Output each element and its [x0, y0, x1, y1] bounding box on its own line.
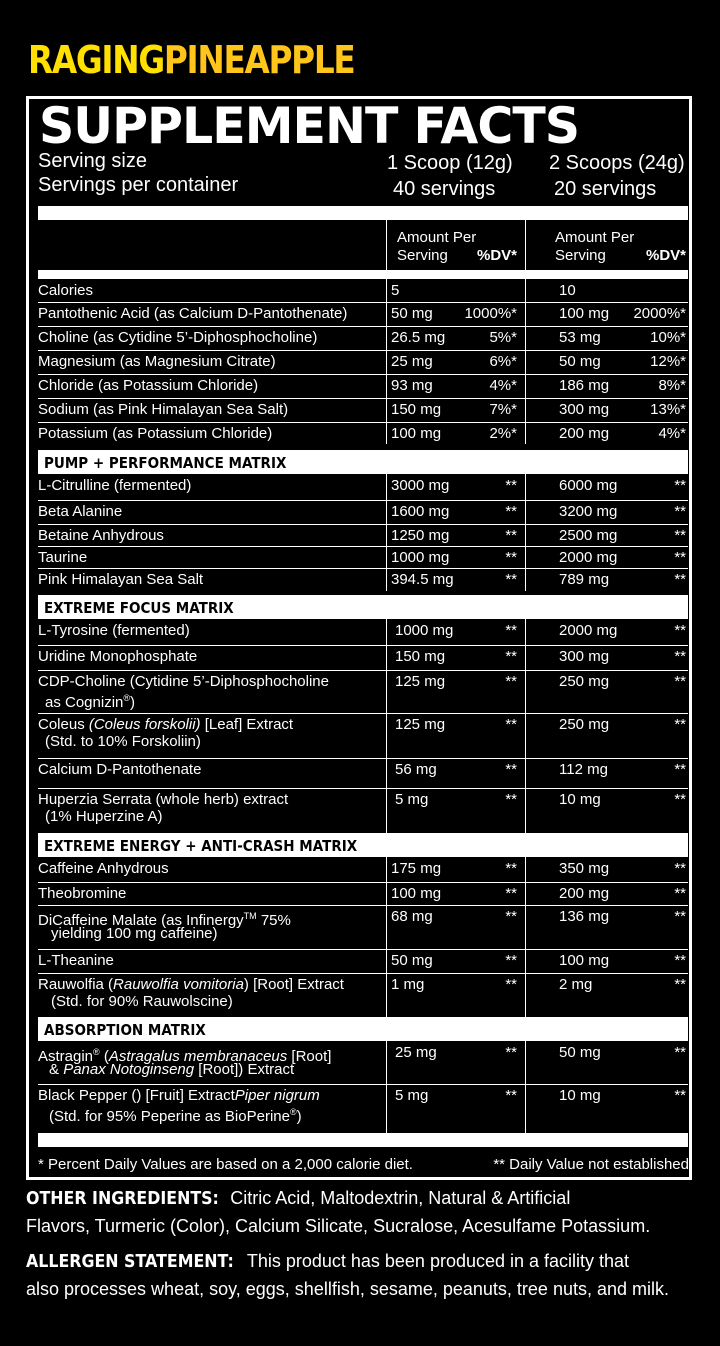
ingredient-name-text: Taurine — [38, 549, 88, 566]
allergen-label: ALLERGEN STATEMENT: — [26, 1251, 234, 1272]
ingredient-name-text: Theobromine — [38, 885, 127, 902]
supplement-facts-panel — [26, 96, 692, 1180]
row-divider — [38, 422, 688, 423]
ingredient-name — [38, 761, 201, 778]
bottom-divider — [38, 1133, 688, 1147]
col-divider-1 — [386, 1041, 387, 1133]
amount-1: 50 mg — [391, 952, 433, 969]
amount-1: 1600 mg — [391, 503, 450, 520]
amount-2: 300 mg — [559, 401, 610, 418]
amount-2: 2 mg — [559, 976, 593, 993]
ingredient-name — [38, 527, 164, 544]
dv-1: ** — [505, 791, 517, 808]
dv-2: ** — [674, 622, 686, 639]
dv-2: ** — [674, 791, 686, 808]
ingredient-name — [38, 377, 258, 394]
row-divider — [38, 374, 688, 375]
ingredient-name-text: L-Theanine — [38, 952, 114, 969]
amount-1: 1000 mg — [395, 622, 454, 639]
ingredient-name — [38, 401, 288, 418]
amount-1: 175 mg — [391, 860, 442, 877]
dv-2: ** — [674, 673, 686, 690]
amount-2: 186 mg — [559, 377, 610, 394]
row-divider — [38, 524, 688, 525]
ingredient-name-line2 — [45, 690, 135, 711]
ingredient-name — [38, 791, 288, 808]
ingredient-name-text: DiCaffeine Malate (as Infinergy — [38, 912, 244, 929]
ingredient-name — [38, 885, 126, 902]
dv-2: ** — [674, 1044, 686, 1061]
ingredient-name-text: ) [Fruit] Extract — [136, 1087, 235, 1104]
amount-2: 2000 mg — [559, 622, 618, 639]
ingredient-name-text: L-Citrulline (fermented) — [38, 477, 192, 494]
ingredient-name-text: Pink Himalayan Sea Salt — [38, 571, 204, 588]
ingredient-name-text: Uridine Monophosphate — [38, 648, 198, 665]
flavor-name — [28, 38, 354, 82]
servings-1: 40 servings — [393, 178, 496, 200]
ingredient-name-text: Coleus — [38, 716, 89, 733]
ingredient-name-text: Sodium (as Pink Himalayan Sea Salt) — [38, 401, 289, 418]
section-header-label: EXTREME FOCUS MATRIX — [44, 599, 234, 617]
amount-2: 2000 mg — [559, 549, 618, 566]
amount-1: 3000 mg — [391, 477, 450, 494]
amount-1: 150 mg — [391, 401, 442, 418]
servings-per-container-label: Servings per container — [38, 174, 239, 196]
dv-1: ** — [505, 885, 517, 902]
section-header-label: PUMP + PERFORMANCE MATRIX — [44, 454, 287, 472]
col-serving-1: Serving — [397, 247, 448, 264]
dv-2: ** — [674, 648, 686, 665]
ingredient-name-text: Calories — [38, 282, 94, 299]
dv-1: ** — [505, 1044, 517, 1061]
amount-2: 350 mg — [559, 860, 610, 877]
row-divider — [38, 670, 688, 671]
dv-2: 12%* — [650, 353, 686, 370]
amount-1: 1250 mg — [391, 527, 450, 544]
dv-1: ** — [505, 1087, 517, 1104]
ingredient-name — [38, 952, 114, 969]
amount-2: 136 mg — [559, 908, 610, 925]
ingredient-name-italic: Rauwolfia vomitoria — [113, 976, 244, 993]
ingredient-name-line2 — [45, 808, 163, 825]
ingredient-name-text: Black Pepper ( — [38, 1087, 137, 1104]
row-divider — [38, 500, 688, 501]
ingredient-name-italic: Astragalus membranaceus — [108, 1048, 288, 1065]
ingredient-name-text: & — [49, 1061, 64, 1078]
ingredient-name-text: Huperzia Serrata (whole herb) extract — [38, 791, 289, 808]
allergen-line1: This product has been produced in a facility that — [242, 1251, 630, 1271]
amount-1: 56 mg — [395, 761, 437, 778]
dv-2: ** — [674, 761, 686, 778]
ingredient-name-text: Rauwolfia ( — [38, 976, 114, 993]
amount-1: 5 — [391, 282, 400, 299]
ingredient-name — [38, 353, 276, 370]
dv-1: ** — [505, 908, 517, 925]
ingredient-name-text: [Root] — [287, 1048, 332, 1065]
amount-2: 50 mg — [559, 353, 601, 370]
amount-1: 1000 mg — [391, 549, 450, 566]
ingredient-name-text: Beta Alanine — [38, 503, 123, 520]
amount-2: 789 mg — [559, 571, 610, 588]
dv-1: ** — [505, 976, 517, 993]
ingredient-name-italic: (Coleus forskolii) — [88, 716, 201, 733]
amount-2: 10 — [559, 282, 576, 299]
other-ingredients-label: OTHER INGREDIENTS: — [26, 1188, 219, 1209]
col-serving-2: Serving — [555, 247, 606, 264]
ingredient-name-text: Pantothenic Acid (as Calcium D-Pantothenate) — [38, 305, 348, 322]
ingredient-name-text: (Std. for 90% Rauwolscine) — [51, 993, 233, 1010]
dv-2: ** — [674, 976, 686, 993]
amount-1: 68 mg — [391, 908, 433, 925]
row-divider — [38, 546, 688, 547]
amount-2: 200 mg — [559, 425, 610, 442]
ingredient-name-text: yielding 100 mg caffeine) — [51, 925, 218, 942]
ingredient-name-text: (1% Huperzine A) — [45, 808, 163, 825]
ingredient-name-line2 — [49, 1061, 294, 1078]
ingredient-name-line2 — [51, 925, 218, 942]
flavor-name-part1: RAGING — [28, 38, 164, 82]
section-header-pump — [38, 450, 688, 474]
amount-2: 100 mg — [559, 305, 610, 322]
ingredient-name — [38, 976, 344, 993]
amount-2: 200 mg — [559, 885, 610, 902]
serving-size-1: 1 Scoop (12g) — [387, 152, 513, 174]
amount-1: 125 mg — [395, 716, 446, 733]
ingredient-name — [38, 716, 293, 733]
ingredient-name — [38, 425, 272, 442]
dv-2: ** — [674, 527, 686, 544]
ingredient-name — [38, 673, 329, 690]
dv-2: ** — [674, 571, 686, 588]
dv-1: ** — [505, 477, 517, 494]
amount-2: 10 mg — [559, 1087, 601, 1104]
amount-2: 2500 mg — [559, 527, 618, 544]
dv-1: ** — [505, 549, 517, 566]
ingredient-name-text: Potassium (as Potassium Chloride) — [38, 425, 273, 442]
other-ingredients-line1: Citric Acid, Maltodextrin, Natural & Artificial — [225, 1188, 571, 1208]
amount-2: 112 mg — [559, 761, 608, 778]
ingredient-name-text: Astragin — [38, 1048, 94, 1065]
dv-2: ** — [674, 716, 686, 733]
dv-1: ** — [505, 622, 517, 639]
ingredient-name-line2 — [45, 733, 201, 750]
amount-2: 100 mg — [559, 952, 610, 969]
dv-1: 7%* — [489, 401, 517, 418]
ingredient-sup: ® — [123, 693, 131, 703]
dv-1: 4%* — [489, 377, 517, 394]
ingredient-name — [38, 571, 203, 588]
amount-2: 10 mg — [559, 791, 601, 808]
row-divider — [38, 568, 688, 569]
dv-2: ** — [674, 885, 686, 902]
dv-2: 2000%* — [633, 305, 686, 322]
col-divider-1 — [386, 619, 387, 834]
ingredient-name-text: ) — [130, 694, 136, 711]
serving-size-label: Serving size — [38, 150, 147, 172]
amount-1: 100 mg — [391, 885, 442, 902]
ingredient-sup: ® — [93, 1047, 100, 1057]
amount-1: 125 mg — [395, 673, 446, 690]
amount-1: 5 mg — [395, 791, 429, 808]
amount-1: 25 mg — [395, 1044, 437, 1061]
row-divider — [38, 949, 688, 950]
ingredient-name-text: Caffeine Anhydrous — [38, 860, 169, 877]
medium-divider — [38, 270, 688, 279]
serving-size-2: 2 Scoops (24g) — [549, 152, 685, 174]
amount-2: 6000 mg — [559, 477, 618, 494]
footnote-dv: * Percent Daily Values are based on a 2,000 calorie diet. — [38, 1156, 413, 1173]
dv-2: 13%* — [650, 401, 686, 418]
ingredient-name-text: ( — [99, 1048, 109, 1065]
flavor-name-part2: PINEAPPLE — [163, 38, 355, 82]
section-header-label: ABSORPTION MATRIX — [44, 1021, 206, 1039]
dv-1: 6%* — [489, 353, 517, 370]
amount-1: 100 mg — [391, 425, 442, 442]
amount-2: 250 mg — [559, 716, 610, 733]
dv-1: ** — [505, 860, 517, 877]
amount-1: 5 mg — [395, 1087, 429, 1104]
col-divider-2 — [525, 1041, 526, 1133]
ingredient-name — [38, 549, 87, 566]
ingredient-sup: ® — [289, 1107, 297, 1117]
ingredient-name-text: CDP-Choline (Cytidine 5’-Diphosphocholine — [38, 673, 329, 690]
amount-1: 26.5 mg — [391, 329, 446, 346]
amount-2: 50 mg — [559, 1044, 601, 1061]
dv-2: ** — [674, 1087, 686, 1104]
col-divider-2 — [525, 474, 526, 591]
ingredient-name-text: ) — [296, 1108, 302, 1125]
ingredient-name-italic: Piper nigrum — [234, 1087, 320, 1104]
ingredient-name-text: L-Tyrosine (fermented) — [38, 622, 190, 639]
col-divider-2 — [525, 279, 526, 444]
amount-2: 300 mg — [559, 648, 610, 665]
dv-2: 8%* — [658, 377, 686, 394]
col-divider-2 — [525, 619, 526, 834]
amount-1: 1 mg — [391, 976, 425, 993]
row-divider — [38, 713, 688, 714]
col-amount-1: Amount Per — [397, 229, 477, 246]
footnote-not-established: ** Daily Value not established — [493, 1156, 689, 1173]
ingredient-name — [38, 503, 122, 520]
amount-1: 150 mg — [395, 648, 446, 665]
col-divider-1 — [386, 279, 387, 444]
dv-2: 10%* — [650, 329, 686, 346]
ingredient-name-text: Chloride (as Potassium Chloride) — [38, 377, 259, 394]
section-header-absorption — [38, 1017, 688, 1041]
dv-2: 4%* — [658, 425, 686, 442]
ingredient-name-text: 75% — [256, 912, 291, 929]
row-divider — [38, 398, 688, 399]
ingredient-name-text: (Std. for 95% Peperine as BioPerine — [49, 1108, 290, 1125]
dv-1: ** — [505, 673, 517, 690]
row-divider — [38, 326, 688, 327]
servings-2: 20 servings — [554, 178, 657, 200]
section-header-label: EXTREME ENERGY + ANTI-CRASH MATRIX — [44, 837, 358, 855]
ingredient-name — [38, 860, 169, 877]
dv-1: ** — [505, 761, 517, 778]
amount-2: 53 mg — [559, 329, 601, 346]
row-divider — [38, 302, 688, 303]
other-ingredients-line2: Flavors, Turmeric (Color), Calcium Silicate, Sucralose, Acesulfame Potassium. — [26, 1216, 651, 1236]
dv-1: ** — [505, 571, 517, 588]
amount-1: 93 mg — [391, 377, 433, 394]
ingredient-name-text: ) [Root] Extract — [243, 976, 344, 993]
dv-1: ** — [505, 527, 517, 544]
dv-1: 2%* — [489, 425, 517, 442]
ingredient-name-text: Calcium D-Pantothenate — [38, 761, 202, 778]
col-dv-1: %DV* — [476, 247, 517, 264]
amount-2: 250 mg — [559, 673, 610, 690]
row-divider — [38, 973, 688, 974]
allergen-line2: also processes wheat, soy, eggs, shellfish, sesame, peanuts, tree nuts, and milk. — [26, 1279, 669, 1299]
section-header-energy — [38, 833, 688, 857]
ingredient-name-text: as Cognizin — [45, 694, 124, 711]
ingredient-name — [38, 282, 93, 299]
other-ingredients — [26, 1187, 570, 1210]
ingredient-name-line2 — [51, 993, 233, 1010]
dv-1: ** — [505, 503, 517, 520]
col-dv-2: %DV* — [645, 247, 686, 264]
dv-2: ** — [674, 477, 686, 494]
col-divider-2 — [525, 857, 526, 1017]
panel-title: SUPPLEMENT FACTS — [39, 97, 580, 155]
amount-2: 3200 mg — [559, 503, 618, 520]
row-divider — [38, 645, 688, 646]
dv-1: ** — [505, 716, 517, 733]
row-divider — [38, 1084, 688, 1085]
col-divider-2 — [525, 220, 526, 270]
dv-2: ** — [674, 549, 686, 566]
col-divider-1 — [386, 857, 387, 1017]
row-divider — [38, 882, 688, 883]
row-divider — [38, 758, 688, 759]
ingredient-name — [38, 329, 317, 346]
amount-1: 50 mg — [391, 305, 433, 322]
dv-1: 1000%* — [464, 305, 517, 322]
dv-2: ** — [674, 952, 686, 969]
ingredient-name-text: (Std. to 10% Forskoliin) — [45, 733, 201, 750]
ingredient-name-italic: Panax Notoginseng — [63, 1061, 195, 1078]
dv-2: ** — [674, 908, 686, 925]
dv-2: ** — [674, 860, 686, 877]
ingredient-name-text: [Leaf] Extract — [200, 716, 294, 733]
dv-1: 5%* — [489, 329, 517, 346]
col-divider-1 — [386, 220, 387, 270]
ingredient-name — [38, 1087, 320, 1104]
row-divider — [38, 788, 688, 789]
ingredient-name-text: Choline (as Cytidine 5’-Diphosphocholine) — [38, 329, 318, 346]
ingredient-name-text: Magnesium (as Magnesium Citrate) — [38, 353, 276, 370]
section-header-focus — [38, 595, 688, 619]
col-divider-1 — [386, 474, 387, 591]
ingredient-name — [38, 622, 190, 639]
row-divider — [38, 350, 688, 351]
ingredient-sup: TM — [243, 911, 257, 921]
col-amount-2: Amount Per — [555, 229, 635, 246]
ingredient-name-line2 — [49, 1104, 302, 1125]
ingredient-name-text: Betaine Anhydrous — [38, 527, 164, 544]
row-divider — [38, 905, 688, 906]
amount-1: 394.5 mg — [391, 571, 454, 588]
dv-1: ** — [505, 952, 517, 969]
ingredient-name — [38, 477, 191, 494]
dv-2: ** — [674, 503, 686, 520]
amount-1: 25 mg — [391, 353, 433, 370]
dv-1: ** — [505, 648, 517, 665]
ingredient-name — [38, 305, 347, 322]
ingredient-name-text: [Root]) Extract — [194, 1061, 295, 1078]
thick-divider — [38, 206, 688, 220]
allergen-statement — [26, 1250, 629, 1273]
ingredient-name — [38, 648, 197, 665]
